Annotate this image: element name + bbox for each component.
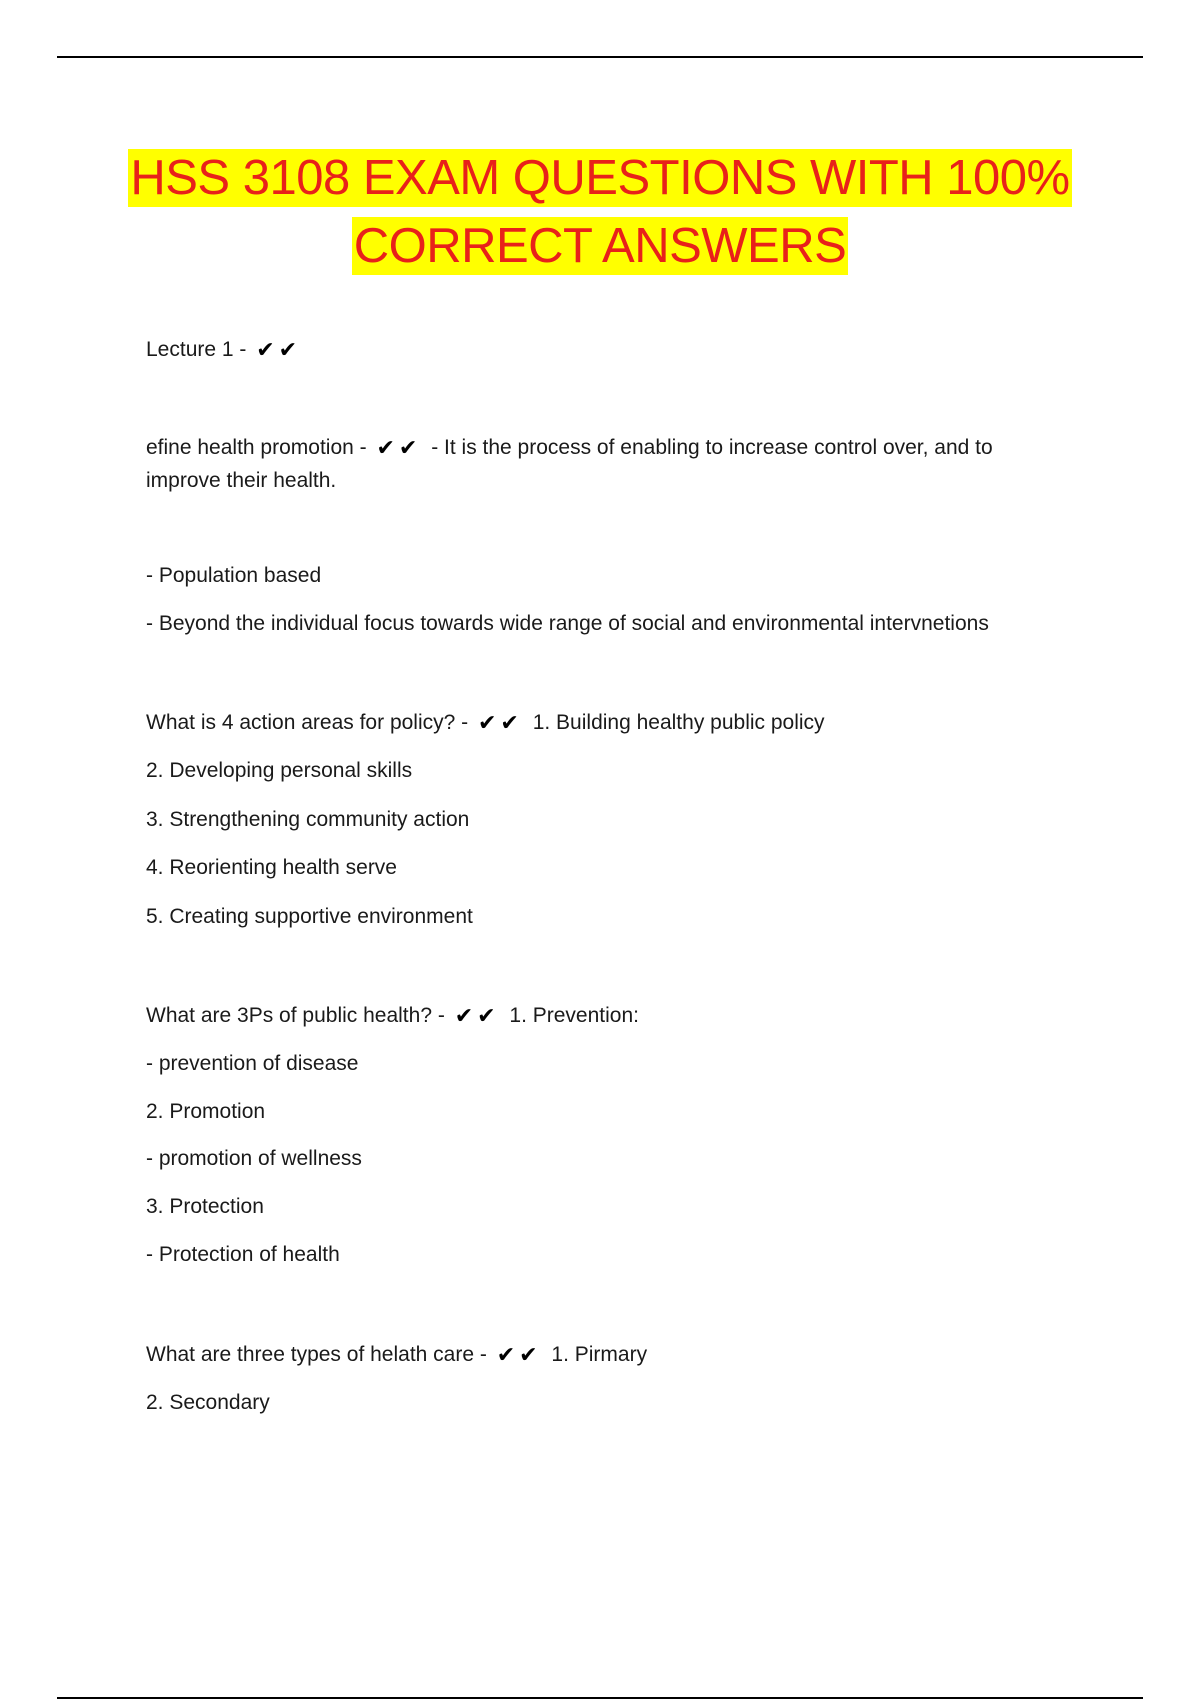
header-rule [57,56,1143,58]
qa-item-health-care-types [146,1339,647,1372]
answer-line: 2. Developing personal skills [146,759,413,782]
qa-item-3ps [146,1000,639,1033]
question-text: efine health promotion - [146,436,367,459]
double-check-icon: ✔✔ [477,711,523,736]
question-text: What are three types of helath care - [146,1343,487,1366]
answer-line: - prevention of disease [146,1052,359,1075]
double-check-icon: ✔✔ [496,1343,542,1368]
answer-text: 1. Pirmary [551,1343,648,1366]
answer-line: - Population based [146,564,322,587]
answer-line: 4. Reorienting health serve [146,856,397,879]
answer-text: 1. Building healthy public policy [532,711,825,734]
double-check-icon: ✔✔ [454,1004,500,1029]
answer-line: 3. Protection [146,1195,264,1218]
document-title [60,144,1140,280]
answer-line: 5. Creating supportive environment [146,905,473,928]
answer-line: 2. Secondary [146,1391,270,1414]
title-line-1: HSS 3108 EXAM QUESTIONS WITH 100% [130,151,1070,205]
qa-item-action-areas [146,707,825,740]
title-line-2: CORRECT ANSWERS [353,219,847,273]
answer-text: - It is the process of enabling to increase control over, and to improve their health. [146,436,993,492]
qa-item-lecture [146,334,305,367]
qa-item-health-promotion [146,432,1066,497]
answer-line: 3. Strengthening community action [146,808,470,831]
footer-rule [57,1697,1143,1699]
question-text: Lecture 1 - [146,338,247,361]
answer-line: - promotion of wellness [146,1147,362,1170]
double-check-icon: ✔✔ [256,338,302,363]
answer-line: 2. Promotion [146,1100,266,1123]
double-check-icon: ✔✔ [376,436,422,461]
question-text: What is 4 action areas for policy? - [146,711,469,734]
question-text: What are 3Ps of public health? - [146,1004,445,1027]
answer-line: - Beyond the individual focus towards wide range of social and environmental intervnetions [146,612,989,635]
answer-text: 1. Prevention: [509,1004,639,1027]
answer-line: - Protection of health [146,1243,340,1266]
